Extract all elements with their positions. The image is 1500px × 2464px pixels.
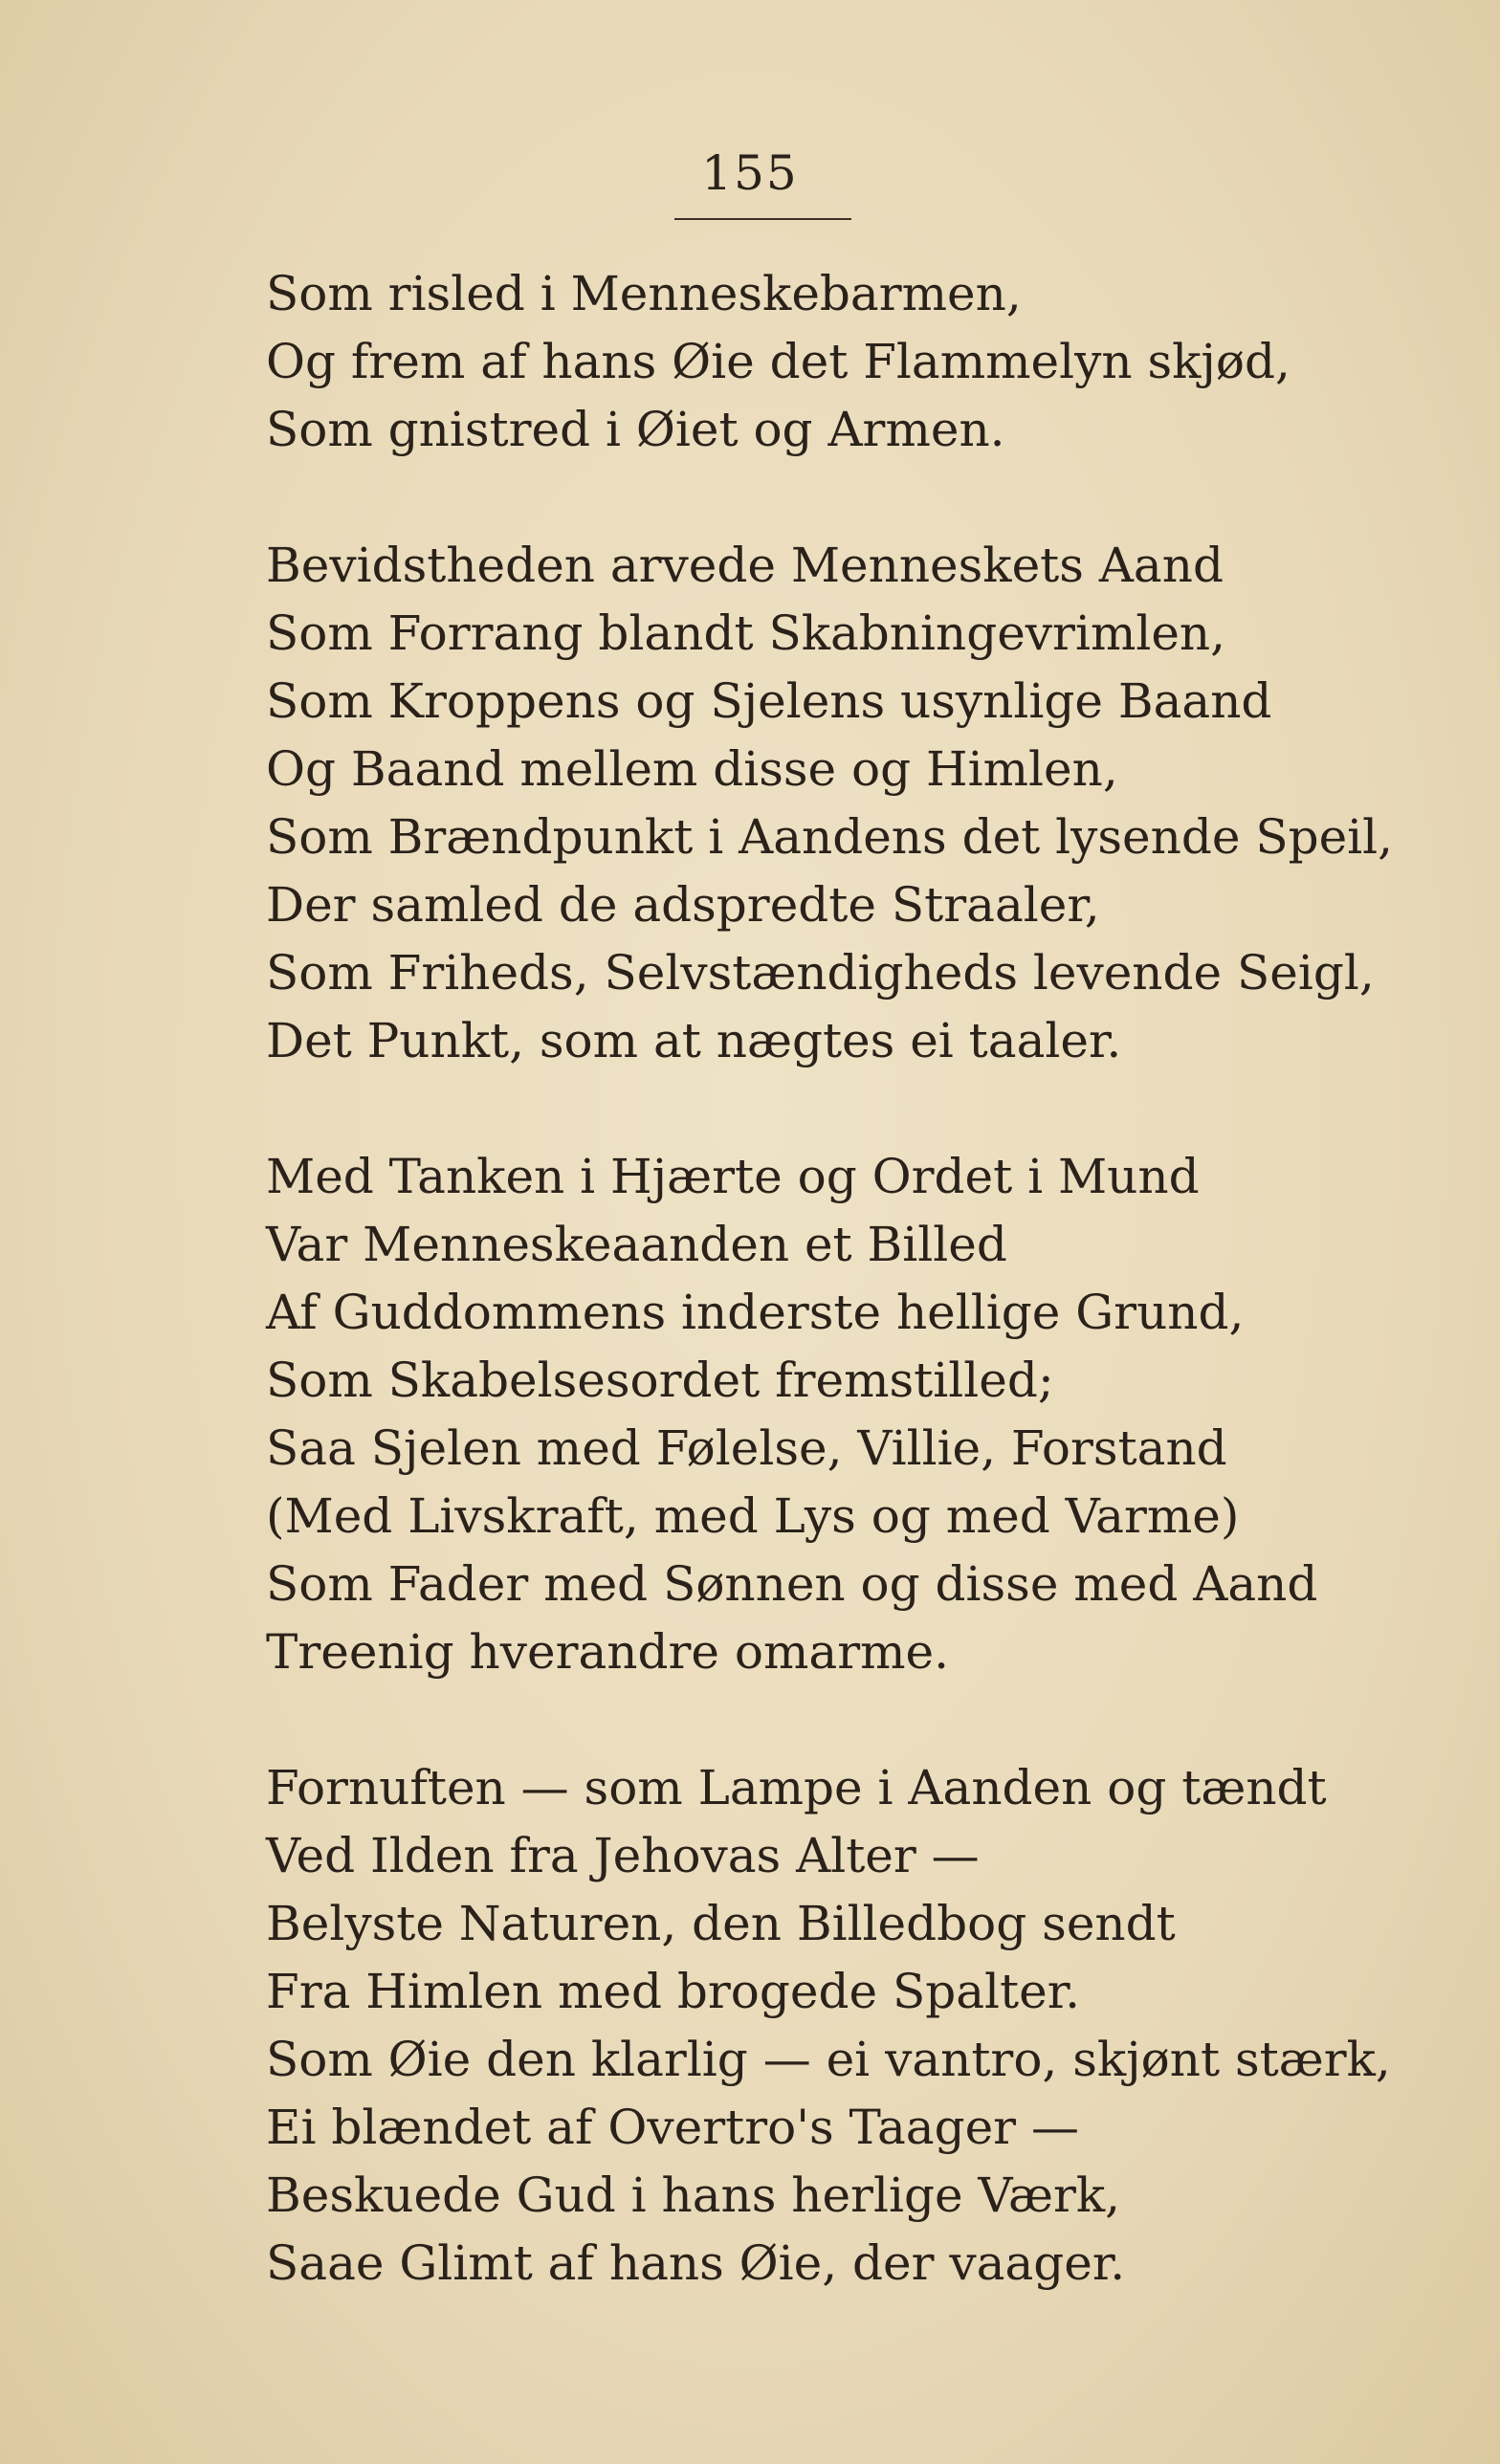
poem-line: Og Baand mellem disse og Himlen,: [266, 741, 1118, 797]
poem-line: Med Tanken i Hjærte og Ordet i Mund: [266, 1149, 1200, 1204]
poem-line: Som Skabelsesordet fremstilled;: [266, 1353, 1054, 1408]
poem-line: Som Øie den klarlig — ei vantro, skjønt stærk,: [266, 2032, 1391, 2087]
poem-line: Beskuede Gud i hans herlige Værk,: [266, 2167, 1121, 2223]
poem-line: Og frem af hans Øie det Flammelyn skjød,: [266, 334, 1290, 389]
poem-line: Ved Ilden fra Jehovas Alter —: [266, 1828, 980, 1883]
poem-line: Belyste Naturen, den Billedbog sendt: [266, 1896, 1176, 1951]
poem-line: (Med Livskraft, med Lys og med Varme): [266, 1488, 1240, 1544]
poem-line: Som gnistred i Øiet og Armen.: [266, 402, 1005, 457]
poem-line: Ei blændet af Overtro's Taager —: [266, 2100, 1079, 2155]
poem-line: Som Kroppens og Sjelens usynlige Baand: [266, 673, 1272, 729]
poem-line: Det Punkt, som at nægtes ei taaler.: [266, 1013, 1122, 1068]
poem-line: Var Menneskeaanden et Billed: [266, 1217, 1007, 1272]
page-number: 155: [701, 145, 799, 201]
page-number-rule: [674, 218, 851, 220]
poem-line: Fra Himlen med brogede Spalter.: [266, 1964, 1081, 2019]
poem-line: Saae Glimt af hans Øie, der vaager.: [266, 2235, 1126, 2291]
poem-line: Saa Sjelen med Følelse, Villie, Forstand: [266, 1420, 1227, 1476]
poem-line: Treenig hverandre omarme.: [266, 1624, 949, 1680]
stanza-2: [266, 532, 1433, 1075]
stanza-4: [266, 1754, 1433, 2298]
poem-line: Som risled i Menneskebarmen,: [266, 266, 1022, 321]
poem: [266, 260, 1433, 2365]
poem-line: Bevidstheden arvede Menneskets Aand: [266, 538, 1224, 593]
poem-line: Som Friheds, Selvstændigheds levende Seigl,: [266, 945, 1375, 1001]
stanza-1: [266, 260, 1433, 464]
poem-line: Som Forrang blandt Skabningevrimlen,: [266, 605, 1226, 661]
poem-line: Der samled de adspredte Straaler,: [266, 877, 1100, 933]
poem-line: Som Fader med Sønnen og disse med Aand: [266, 1556, 1318, 1612]
stanza-3: [266, 1143, 1433, 1686]
poem-line: Fornuften — som Lampe i Aanden og tændt: [266, 1760, 1327, 1815]
poem-line: Af Guddommens inderste hellige Grund,: [266, 1285, 1245, 1340]
poem-line: Som Brændpunkt i Aandens det lysende Speil,: [266, 809, 1394, 865]
